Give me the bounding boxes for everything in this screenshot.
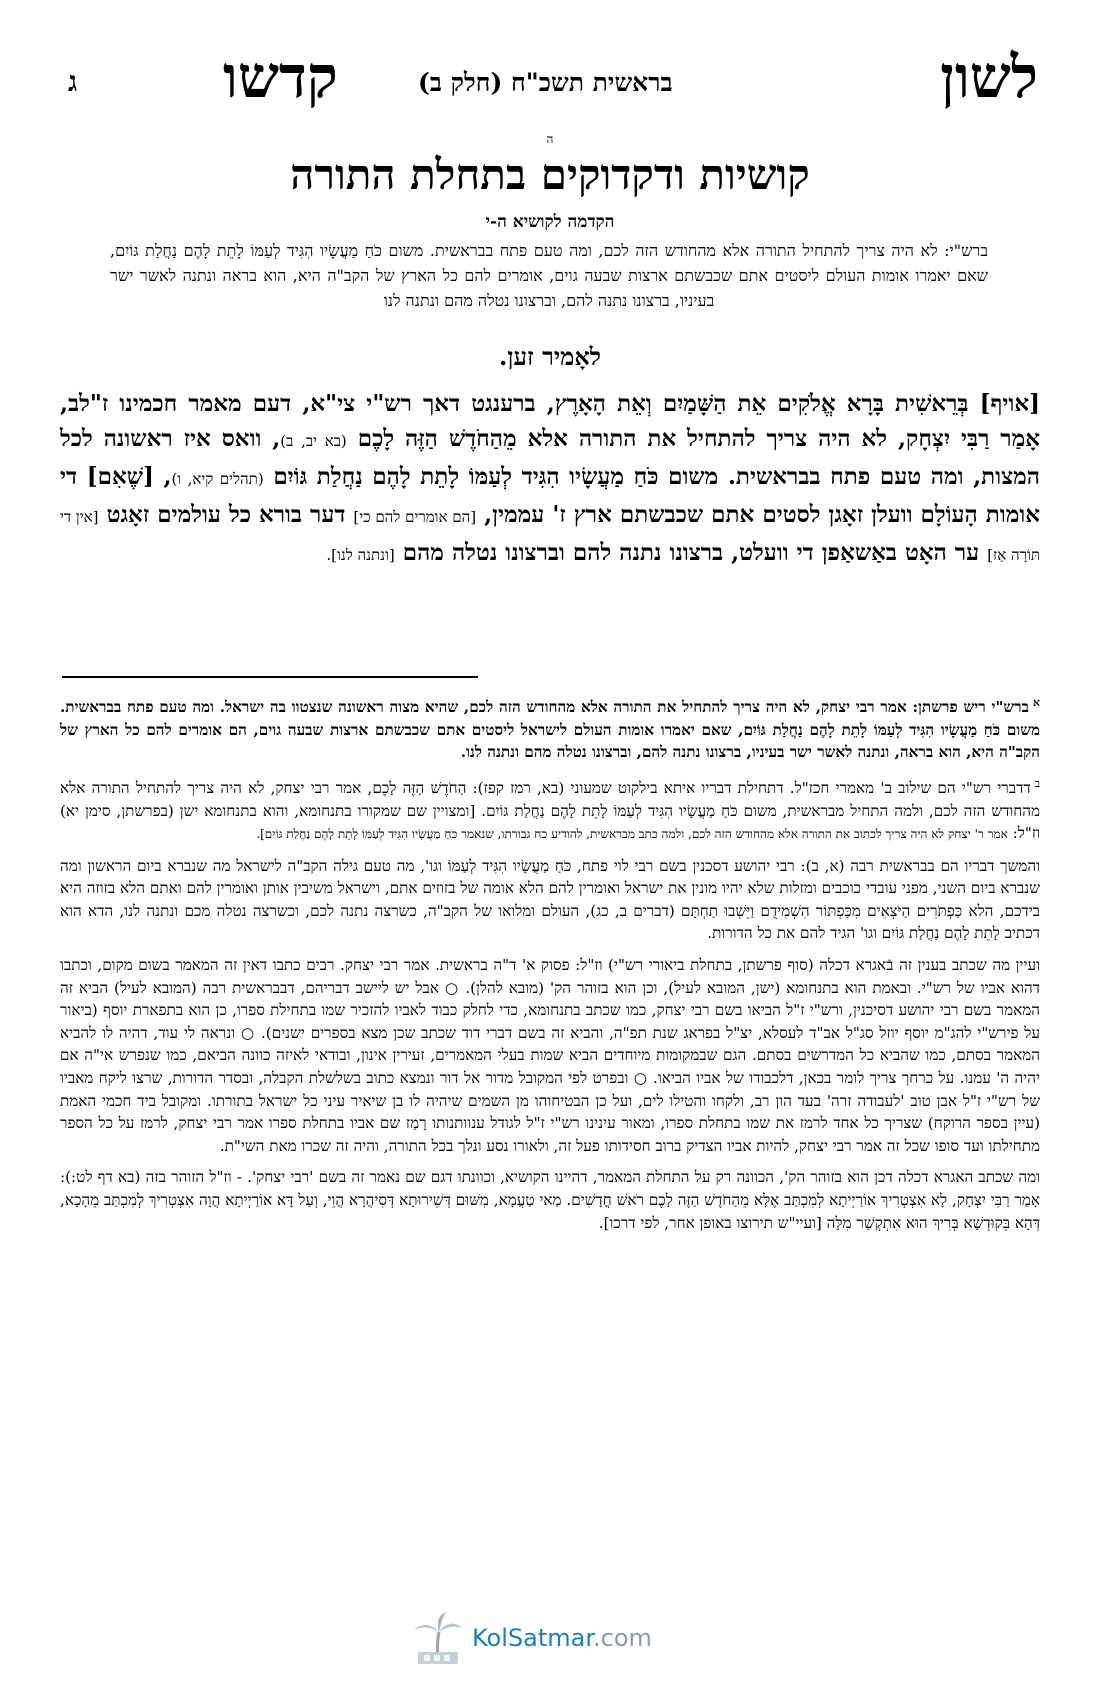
body-ref: [ונתנה לנו]. <box>326 546 395 564</box>
body-ref: (תהלים קיא, ו) <box>171 470 264 488</box>
header-parsha: בראשית תשכ"ח (חלק ב) <box>418 68 673 97</box>
footnote-paragraph: ומה שכתב האגרא דכלה דכן הוא בזוהר הק', הכוונה רק על התחלת המאמר, דהיינו הקושיא, וכוונתו דגם שם נאמר זה בשם 'רבי יצחק'. - וז"ל הזוהר בזה (בא דף לט:): אָמַר רַבִּי יִצְחָק, לָא אִצְטְרִיךְ אוֹרַיְיתָא לְמִכְתַּב אֶלָּא מֵהַחֹדֶשׁ הַזֶּה לָכֶם רֹאשׁ חֳדָשִׁים. מַאי טַעֲמָא, מִשּׁוּם דְּשֵׁירוּתָא דְּסִיהֲרָא הֲוֵי, וְעַל דָּא אוֹרַיְיתָא הֲוָה אִצְטְרִיךְ לְמִכְתַּב מֵהָכָא, דְּהָא בְּקוּדְשָׁא בְּרִיךְ הוּא אִתְקְשַׁר מִלָּה [ועיי"ש תירוצו באופן אחר, לפי דרכו]. <box>60 1168 1040 1232</box>
body-ref: (בא יב, ב) <box>280 432 347 450</box>
footnote-text: דדברי רש"י הם שילוב ב' מאמרי חכז"ל. דתחילת דבריו איתא בילקוט שמעוני (בא, רמז קפז): הַחֹדֶשׁ הַזֶּה לָכֶם, אמר רבי יצחק, לא היה צריך להתחיל התורה אלא מהחודש הזה לכם, ולמה התחיל מבראשית, משום כֹּחַ מַעֲשָׂיו הִגִּיד לְעַמּוֹ לָתֵת לָהֶם נַחֲלַת גּוֹיִם. [ומצויין שם שמקורו בתנחומא, והוא בתנחומא ישן (בפרשתן, סימן יא) וז"ל: <box>60 778 1040 843</box>
body-text: , [שֶׁאִם] די אומות הָעוֹלָם וועלן זאָגן לסטים אתם שכבשתם ארץ ז' עממין, <box>60 463 1040 528</box>
intro-closing: לאָמיר זען. <box>498 342 602 371</box>
body-text: [אויף] בְּרֵאשִׁית בָּרָא אֱלֹקִים אֵת הַשָּׁמַיִם וְאֵת הָאָרֶץ, ברענגט דאך רש"י צי"א, דעם מאמר חכמינו ז"לב, אָמַר רַבִּי יִצְחָק, לא היה צריך להתחיל את התורה אלא מֵהַחֹדֶשׁ הַזֶּה לָכֶם <box>60 390 1040 452</box>
body-ref: [אין די תּוֹרָה אַז] <box>60 508 1040 564</box>
intro-heading: הקדמה לקושיא ה-י <box>485 212 615 232</box>
main-body <box>60 386 1040 573</box>
intro-text: ברש"י: לא היה צריך להתחיל התורה אלא מהחודש הזה לכם, ומה טעם פתח בבראשית. משום כֹּחַ מַעֲשָׂיו הִגִּיד לְעַמּוֹ לָתֵת לָהֶם נַחֲלַת גּוֹיִם, שאם יאמרו אומות העולם ליסטים אתם שכבשתם ארצות שבעה גוים, אומרים להם כל הארץ של הקב"ה היא, הוא בראה ונתנה לאשר ישר בעיניו, ברצונו נתנה להם, וברצונו נטלה מהם ונתנה לנו <box>110 241 988 310</box>
page-title: קושיות ודקדוקים בתחלת התורה <box>290 150 810 199</box>
header-title-left: קדשו <box>223 43 338 111</box>
palm-tree-icon <box>410 1612 466 1666</box>
footnote-small-text: אמר ר' יצחק לא היה צריך לכתוב את התורה אלא מהחודש הזה לכם, ולמה כתב מבראשית, להודיע כח גבורתו, שנאמר כֹּחַ מַעֲשָׂיו הִגִּיד לְעַמּוֹ לָתֵת לָהֶם נַחֲלַת גּוֹיִם]. <box>256 827 1008 842</box>
footnote-paragraph: ועיין מה שכתב בענין זה בֿאגרא דכלה (סוף פרשתן, בתחלת ביאורי רש"י) וז"ל: פסוק א' ד"ה בראשית. אמר רבי יצחק. רבים כתבו דאין זה המאמר בשום מקום, וכתבו דהוא אביו של רש"י. ובאמת הוא בתנחומא (ישן, המובא לעיל), וכן הוא בזוהר הק' (מובא להלן). ○ אבל יש ליישב דבריהם, דבבראשית רבה (המובא לעיל) הביא זה המאמר בשם רבי יהושע דסיכנין, ורש"י ז"ל הביאו בשם רבי יצחק, כמו שכתב בתנחומא, כדי לחלק כבוד לאביו להזכיר שמו בתחילת ספרו, כן הוא בתפארת יוסף (ביאור על פירש"י להג"מ יוסף יוזל סג"ל אב"ד לעסלא, יצ"ל בפראג שנת תפ"ה, והביא זה בשם דברי דוד שכתב שכן מצא בספרים ישנים). ○ ונראה לי עוד, דהיה לו להביא המאמר בסתם, כמו שהביא כל המדרשים בסתם. הגם שבמקומות מיוחדים הביא שמות בעלי המאמרים, זעירין אינון, ובודאי לאיזה כוונה הביאם, כמו שנפרש אי"ה אם יהיה ה' עמנו. על כרחך צריך לומר בכאן, דלכבודו של אביו הביאו. ○ ובפרט לפי המקובל מדור אל דור ונמצא כתוב בשלשלת הקבלה, ובסדר הדורות, שרצו ליקח מאביו של רש"י ז"ל אבן טוב 'לעבודה זרה' בעד הון רב, ולקחו והטילו לים, ועל כן הבטיחוהו מן השמים שיהיה לו בן שיאיר עיני כל ישראל בתורתו. ומקובל ביד חכמי האמת (עיין בספר הרוקח) שצריך כל אחד לרמז את שמו בתחלת ספרו, ומאור עינינו רש"י ז"ל לגודל ענוותנותו רָמַז שם אביו בתחלת ספרו אמר רבי יצחק, לרמז על כל הספר מתחילתו ועד סופו שכל זה אמר רבי יצחק, להיות אביו הצדיק ברוב חסידותו פעל זה, ולאורו נסע ונלך בכל התורה, והיה זה שכרו מאת השי"ת. <box>60 956 1040 1155</box>
logo-tld: .com <box>593 1624 652 1652</box>
footnote-marker: ב <box>1034 776 1040 790</box>
logo-wordmark <box>472 1624 652 1652</box>
footnotes <box>60 692 1040 1243</box>
body-text: ער האָט באַשאַפן די וועלט, ברצונו נתנה להם וברצונו נטלה מהם <box>402 539 988 566</box>
footnote-marker: א <box>1032 696 1040 709</box>
body-text: דער בורא כל עולמים זאָגט <box>106 501 354 528</box>
footnote-2 <box>60 773 1040 846</box>
footnote-divider <box>62 676 478 678</box>
footnote-text: ברש"י ריש פרשתן: אמר רבי יצחק, לא היה צריך להתחיל את התורה אלא מהחודש הזה לכם, שהיא מצוה ראשונה שנצטוו בה ישראל. ומה טעם פתח בבראשית. משום כֹּחַ מַעֲשָׂיו הִגִּיד לְעַמּוֹ לָתֵת לָהֶם נַחֲלַת גּוֹיִם, שאם יאמרו אומות העולם לישראל ליסטים אתם שכבשתם ארצות שבעה גוים, הם אומרים להם כל הארץ של הקב"ה היא, הוא בראה, ונתנה לאשר ישר בעיניו, ברצונו נתנה להם, וברצונו נטלה מהם ונתנה לנו. <box>60 698 1040 762</box>
site-logo[interactable] <box>410 1612 700 1666</box>
running-header <box>48 30 1052 111</box>
body-text: , וואס איז ראשונה לכל המצות, ומה טעם פתח בבראשית. משום כֹּחַ מַעֲשָׂיו הִגִּיד לְעַמּוֹ לָתֵת לָהֶם נַחֲלַת גּוֹיִם <box>60 425 1040 490</box>
header-title-right: לשון <box>940 43 1038 111</box>
page-number: ג <box>68 65 78 98</box>
footnote-1 <box>60 692 1040 764</box>
section-number: ה <box>546 132 554 146</box>
body-ref: [הם אומרים להם כי] <box>353 508 477 526</box>
logo-name: KolSatmar <box>472 1624 593 1652</box>
footnote-paragraph: והמשך דבריו הם בבראשית רבה (א, ב): רבי יהושע דסכנין בשם רבי לוי פתח, כֹּחַ מַעֲשָׂיו הִגִּיד לְעַמּוֹ וגו', מה טעם גילה הקב"ה לישראל מה שנברא ביום הראשון ומה שנברא ביום השני, מפני עובדי כוכבים ומזלות שלא יהיו מונין את ישראל ואומרין להם הלא אומה של בזוזים אתם, וישראל משיבין אותן ואומרין להם ואתם הלא בזוזה היא בידכם, הלא כַּפְתֹּרִים הַיֹּצְאִים מִכַּפְתּוֹר הִשְׁמִידֻם וַיֵּשְׁבוּ תַחְתָּם (דברים ב, כג), העולם ומלואו של הקב"ה, כשרצה נתנה לכם, וכשרצה נטלה מכם ונתנה לנו, הדא הוא דכתיב לָתֵת לָהֶם נַחֲלַת גּוֹיִם וגו' הגיד להם את כל הדורות. <box>60 856 1040 943</box>
